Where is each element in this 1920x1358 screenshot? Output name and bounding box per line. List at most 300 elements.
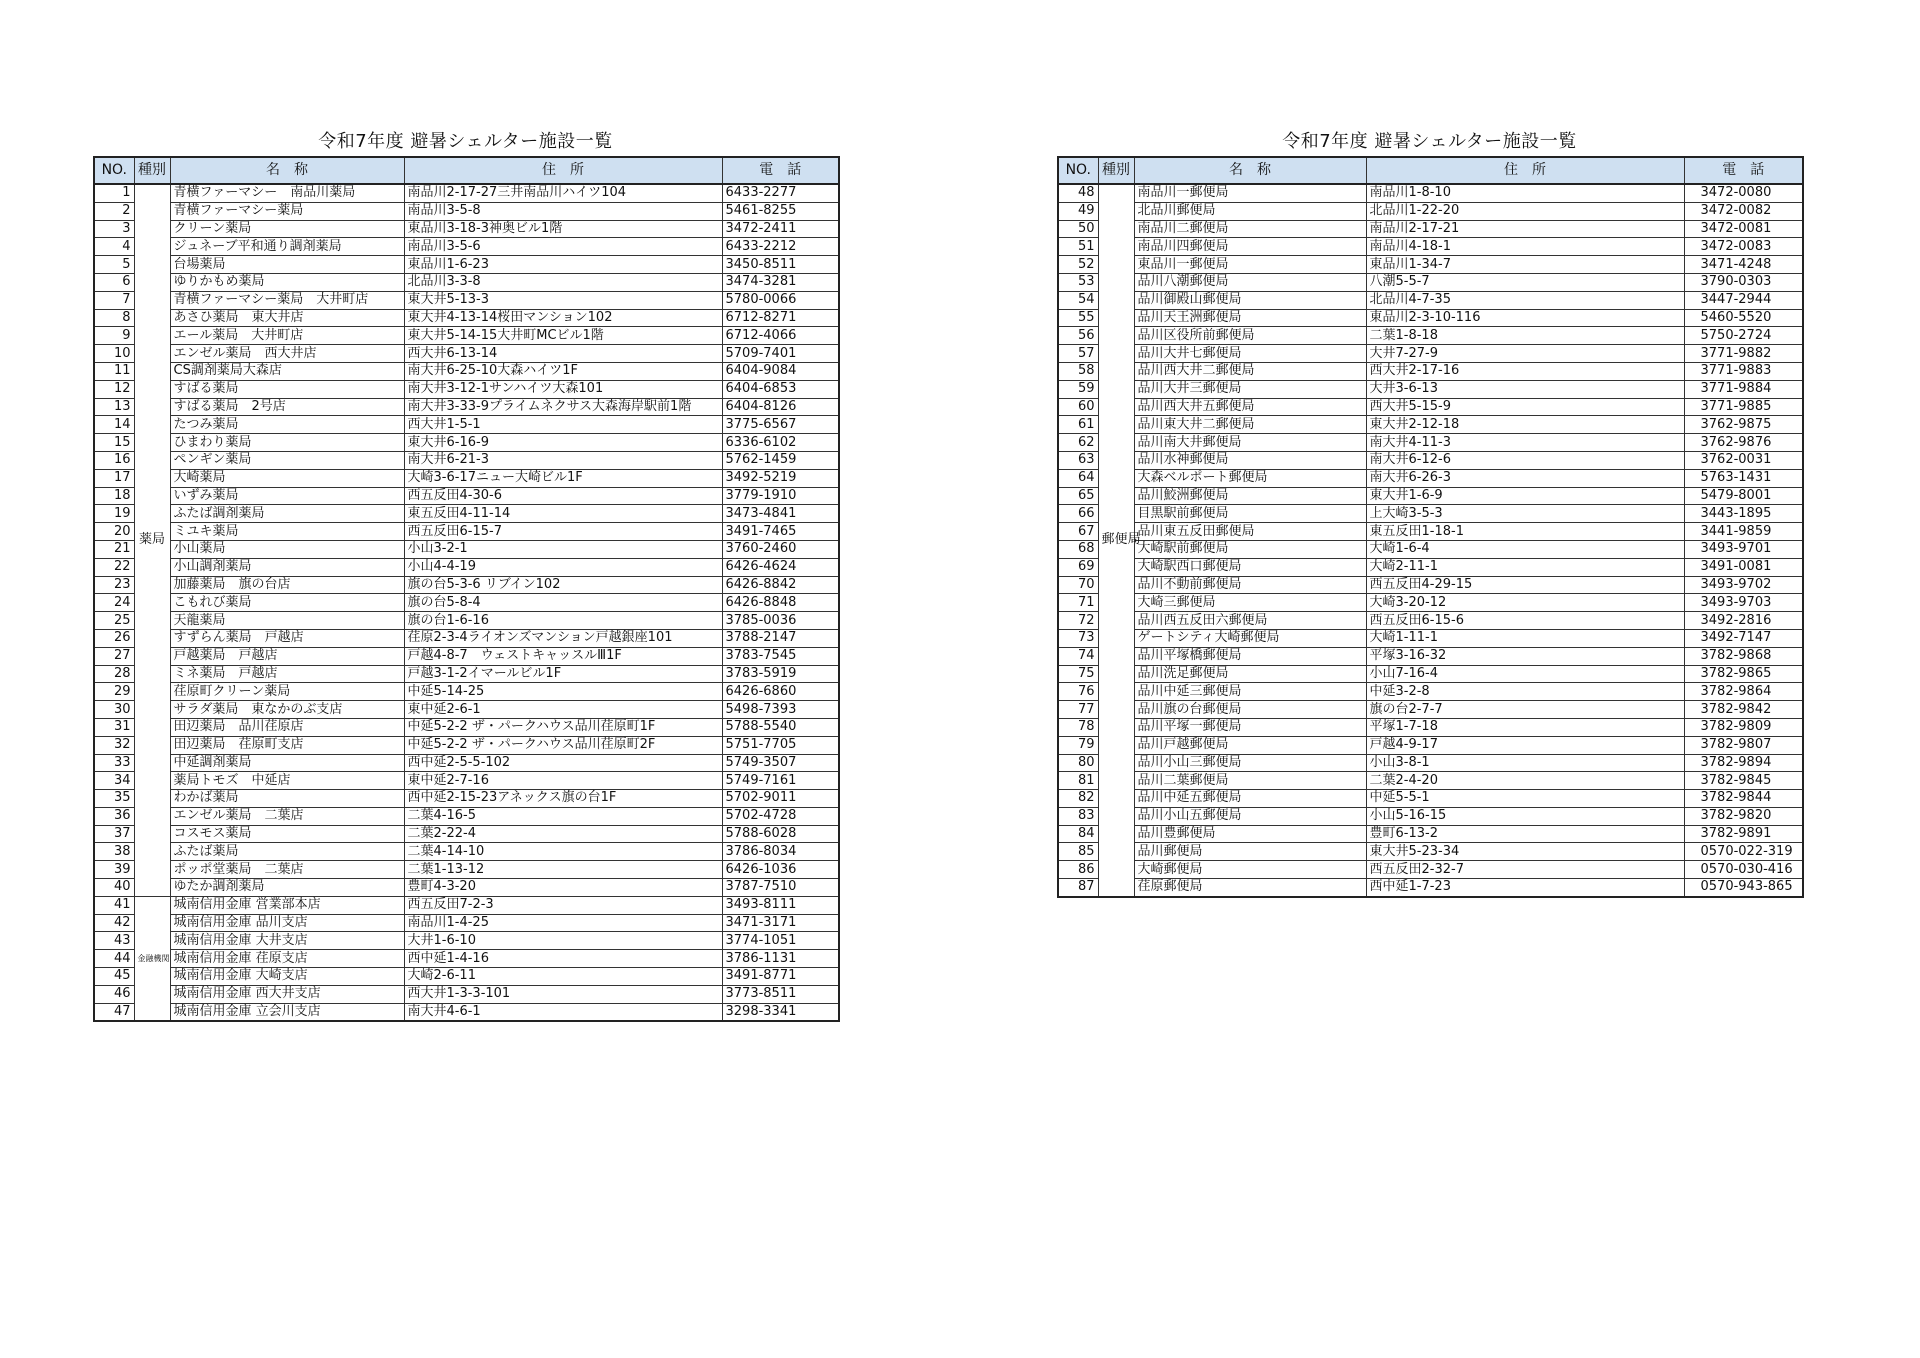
cell-address: 北品川4-7-35 [1366,291,1684,309]
table-body [1058,184,1803,897]
cell-address: 西中延2-5-5-102 [404,754,722,772]
cell-name: 台場薬局 [170,256,404,274]
cell-name: わかば薬局 [170,790,404,808]
cell-tel: 3785-0036 [722,612,839,630]
cell-address: 南品川3-5-6 [404,238,722,256]
cell-tel: 3774-1051 [722,932,839,950]
cell-no: 15 [94,434,134,452]
cell-tel: 3771-9885 [1684,398,1803,416]
cell-tel: 3473-4841 [722,505,839,523]
cell-tel: 3493-9702 [1684,576,1803,594]
cell-name: 品川八潮郵便局 [1134,273,1366,291]
cell-name: 品川不動前郵便局 [1134,576,1366,594]
table-row [1058,843,1803,861]
table-row [1058,220,1803,238]
cell-name: 品川西大井五郵便局 [1134,398,1366,416]
cell-name: 加藤薬局 旗の台店 [170,576,404,594]
cell-tel: 5788-6028 [722,825,839,843]
cell-tel: 5461-8255 [722,202,839,220]
cell-type: 金融機関 [134,896,170,1021]
cell-no: 29 [94,683,134,701]
cell-no: 5 [94,256,134,274]
cell-name: 田辺薬局 荏原町支店 [170,736,404,754]
cell-no: 33 [94,754,134,772]
cell-address: 中延3-2-8 [1366,683,1684,701]
cell-address: 南品川1-8-10 [1366,184,1684,202]
table-row [94,825,839,843]
cell-tel: 6712-8271 [722,309,839,327]
cell-name: クリーン薬局 [170,220,404,238]
cell-no: 49 [1058,202,1098,220]
table-row [94,683,839,701]
cell-address: 南大井3-12-1サンハイツ大森101 [404,380,722,398]
cell-tel: 5702-9011 [722,790,839,808]
table-row [1058,594,1803,612]
cell-tel: 3782-9844 [1684,790,1803,808]
table-row [94,184,839,202]
cell-name: 品川天王洲郵便局 [1134,309,1366,327]
cell-tel: 6426-8842 [722,576,839,594]
cell-no: 43 [94,932,134,950]
cell-tel: 0570-030-416 [1684,861,1803,879]
table-row [1058,629,1803,647]
cell-name: 品川東五反田郵便局 [1134,523,1366,541]
cell-name: 荏原町クリーン薬局 [170,683,404,701]
cell-no: 23 [94,576,134,594]
table-row [1058,612,1803,630]
cell-no: 3 [94,220,134,238]
cell-tel: 3787-7510 [722,879,839,897]
header-address: 住 所 [1366,157,1684,184]
cell-tel: 3782-9809 [1684,718,1803,736]
table-row [94,345,839,363]
cell-tel: 3493-8111 [722,896,839,914]
table-row [94,202,839,220]
table-row [94,701,839,719]
cell-no: 8 [94,309,134,327]
cell-address: 西五反田6-15-6 [1366,612,1684,630]
table-row [94,576,839,594]
table-row [1058,558,1803,576]
cell-address: 東品川1-6-23 [404,256,722,274]
table-row [94,950,839,968]
cell-no: 77 [1058,701,1098,719]
cell-address: 中延5-2-2 ザ・パークハウス品川荏原町2F [404,736,722,754]
cell-address: 南品川2-17-21 [1366,220,1684,238]
cell-name: 品川二葉郵便局 [1134,772,1366,790]
cell-tel: 3783-7545 [722,647,839,665]
facility-table [93,156,840,1022]
table-row [94,861,839,879]
cell-tel: 5498-7393 [722,701,839,719]
facility-table [1057,156,1804,898]
cell-name: 大崎郵便局 [1134,861,1366,879]
cell-tel: 5751-7705 [722,736,839,754]
cell-no: 85 [1058,843,1098,861]
cell-tel: 3790-0303 [1684,273,1803,291]
cell-tel: 3472-0081 [1684,220,1803,238]
cell-address: 大崎1-11-1 [1366,629,1684,647]
cell-tel: 3786-1131 [722,950,839,968]
cell-address: 二葉2-22-4 [404,825,722,843]
cell-no: 41 [94,896,134,914]
cell-address: 八潮5-5-7 [1366,273,1684,291]
cell-tel: 0570-022-319 [1684,843,1803,861]
table-row [1058,434,1803,452]
table-row [94,469,839,487]
cell-name: 青横ファーマシー薬局 大井町店 [170,291,404,309]
cell-no: 78 [1058,718,1098,736]
table-row [94,843,839,861]
cell-tel: 3491-0081 [1684,558,1803,576]
cell-tel: 5479-8001 [1684,487,1803,505]
cell-no: 57 [1058,345,1098,363]
cell-address: 小山3-8-1 [1366,754,1684,772]
cell-tel: 3443-1895 [1684,505,1803,523]
table-row [1058,523,1803,541]
cell-address: 戸越4-9-17 [1366,736,1684,754]
table-row [94,327,839,345]
cell-name: 品川平塚一郵便局 [1134,718,1366,736]
page-title: 令和7年度 避暑シェルター施設一覧 [318,131,613,152]
table-row [1058,184,1803,202]
cell-address: 西中延1-7-23 [1366,879,1684,897]
facility-list-left [93,128,838,1022]
table-row [1058,362,1803,380]
cell-no: 48 [1058,184,1098,202]
table-row [1058,665,1803,683]
cell-address: 東大井5-14-15大井町MCビル1階 [404,327,722,345]
cell-tel: 3786-8034 [722,843,839,861]
cell-name: いずみ薬局 [170,487,404,505]
cell-no: 75 [1058,665,1098,683]
cell-tel: 3472-0083 [1684,238,1803,256]
cell-address: 南大井6-21-3 [404,451,722,469]
cell-no: 74 [1058,647,1098,665]
cell-name: 薬局トモズ 中延店 [170,772,404,790]
cell-address: 旗の台5-3-6 リブイン102 [404,576,722,594]
table-row [94,896,839,914]
cell-address: 西五反田2-32-7 [1366,861,1684,879]
table-row [94,380,839,398]
facility-list-right [1057,128,1802,898]
cell-no: 21 [94,540,134,558]
table-row [1058,861,1803,879]
cell-no: 81 [1058,772,1098,790]
cell-tel: 3447-2944 [1684,291,1803,309]
table-row [1058,291,1803,309]
cell-name: 品川小山三郵便局 [1134,754,1366,772]
cell-name: 天龍薬局 [170,612,404,630]
cell-no: 47 [94,1003,134,1021]
cell-no: 1 [94,184,134,202]
cell-name: 城南信用金庫 西大井支店 [170,985,404,1003]
cell-no: 24 [94,594,134,612]
cell-address: 西大井6-13-14 [404,345,722,363]
header-type: 種別 [1098,157,1134,184]
cell-address: 小山4-4-19 [404,558,722,576]
cell-no: 58 [1058,362,1098,380]
cell-address: 東中延2-6-1 [404,701,722,719]
cell-tel: 5702-4728 [722,807,839,825]
header-type: 種別 [134,157,170,184]
cell-address: 南大井6-25-10大森ハイツ1F [404,362,722,380]
cell-tel: 6426-1036 [722,861,839,879]
cell-tel: 3760-2460 [722,540,839,558]
cell-name: 東品川一郵便局 [1134,256,1366,274]
cell-tel: 5762-1459 [722,451,839,469]
table-row [94,772,839,790]
cell-no: 35 [94,790,134,808]
table-row [94,291,839,309]
cell-address: 豊町6-13-2 [1366,825,1684,843]
cell-name: こもれび薬局 [170,594,404,612]
cell-no: 4 [94,238,134,256]
cell-address: 西大井1-3-3-101 [404,985,722,1003]
table-row [94,594,839,612]
cell-address: 南品川4-18-1 [1366,238,1684,256]
cell-name: ジュネーブ平和通り調剤薬局 [170,238,404,256]
cell-name: 品川洗足郵便局 [1134,665,1366,683]
cell-tel: 6426-4624 [722,558,839,576]
header-name: 名 称 [170,157,404,184]
cell-name: 品川東大井二郵便局 [1134,416,1366,434]
cell-tel: 3782-9868 [1684,647,1803,665]
cell-address: 東品川1-34-7 [1366,256,1684,274]
cell-address: 戸越4-8-7 ウェストキャッスルⅢ1F [404,647,722,665]
cell-tel: 3472-0080 [1684,184,1803,202]
cell-no: 45 [94,968,134,986]
cell-name: 南品川一郵便局 [1134,184,1366,202]
table-row [94,790,839,808]
table-row [94,487,839,505]
cell-tel: 3471-3171 [722,914,839,932]
table-row [94,932,839,950]
cell-name: 青横ファーマシー 南品川薬局 [170,184,404,202]
cell-no: 87 [1058,879,1098,897]
table-row [1058,790,1803,808]
cell-name: 品川西五反田六郵便局 [1134,612,1366,630]
cell-no: 54 [1058,291,1098,309]
cell-tel: 3782-9842 [1684,701,1803,719]
cell-name: ゆたか調剤薬局 [170,879,404,897]
table-row [94,434,839,452]
cell-address: 平塚3-16-32 [1366,647,1684,665]
cell-tel: 6712-4066 [722,327,839,345]
table-row [94,309,839,327]
table-row [1058,345,1803,363]
cell-no: 55 [1058,309,1098,327]
table-row [94,914,839,932]
cell-no: 42 [94,914,134,932]
cell-name: すずらん薬局 戸越店 [170,629,404,647]
cell-address: 西大井2-17-16 [1366,362,1684,380]
cell-tel: 3782-9845 [1684,772,1803,790]
cell-no: 50 [1058,220,1098,238]
cell-address: 大崎3-20-12 [1366,594,1684,612]
table-row [94,879,839,897]
cell-tel: 3493-9703 [1684,594,1803,612]
cell-address: 西五反田4-29-15 [1366,576,1684,594]
cell-address: 西中延2-15-23アネックス旗の台1F [404,790,722,808]
cell-address: 東大井4-13-14桜田マンション102 [404,309,722,327]
cell-tel: 6433-2212 [722,238,839,256]
cell-address: 東五反田4-11-14 [404,505,722,523]
cell-no: 66 [1058,505,1098,523]
cell-no: 28 [94,665,134,683]
cell-name: 小山薬局 [170,540,404,558]
cell-address: 大崎2-11-1 [1366,558,1684,576]
cell-tel: 3782-9864 [1684,683,1803,701]
cell-name: 城南信用金庫 営業部本店 [170,896,404,914]
cell-no: 62 [1058,434,1098,452]
cell-name: 目黒駅前郵便局 [1134,505,1366,523]
cell-tel: 3773-8511 [722,985,839,1003]
cell-tel: 3491-7465 [722,523,839,541]
header-name: 名 称 [1134,157,1366,184]
table-row [94,1003,839,1021]
cell-no: 73 [1058,629,1098,647]
table-row [1058,683,1803,701]
cell-address: 旗の台5-8-4 [404,594,722,612]
cell-address: 中延5-2-2 ザ・パークハウス品川荏原町1F [404,718,722,736]
cell-tel: 3783-5919 [722,665,839,683]
table-row [1058,202,1803,220]
cell-tel: 3492-2816 [1684,612,1803,630]
cell-no: 53 [1058,273,1098,291]
cell-name: たつみ薬局 [170,416,404,434]
table-row [94,505,839,523]
table-row [94,256,839,274]
cell-no: 65 [1058,487,1098,505]
cell-address: 二葉2-4-20 [1366,772,1684,790]
cell-no: 25 [94,612,134,630]
table-row [94,736,839,754]
cell-name: 青横ファーマシー薬局 [170,202,404,220]
cell-address: 小山5-16-15 [1366,807,1684,825]
table-row [94,558,839,576]
cell-address: 南大井4-11-3 [1366,434,1684,452]
cell-no: 83 [1058,807,1098,825]
cell-no: 61 [1058,416,1098,434]
cell-name: 南品川二郵便局 [1134,220,1366,238]
cell-address: 旗の台2-7-7 [1366,701,1684,719]
cell-name: 城南信用金庫 品川支店 [170,914,404,932]
cell-tel: 3492-7147 [1684,629,1803,647]
table-row [94,416,839,434]
cell-address: 中延5-14-25 [404,683,722,701]
table-header-row [1058,157,1803,184]
cell-address: 西五反田4-30-6 [404,487,722,505]
cell-name: 荏原郵便局 [1134,879,1366,897]
cell-address: 西五反田7-2-3 [404,896,722,914]
header-tel: 電 話 [1684,157,1803,184]
cell-name: 大森ベルポート郵便局 [1134,469,1366,487]
cell-tel: 3775-6567 [722,416,839,434]
cell-name: 品川豊郵便局 [1134,825,1366,843]
cell-address: 東品川3-18-3神奥ビル1階 [404,220,722,238]
cell-name: 大崎薬局 [170,469,404,487]
cell-no: 71 [1058,594,1098,612]
cell-name: 城南信用金庫 荏原支店 [170,950,404,968]
cell-address: 二葉1-8-18 [1366,327,1684,345]
cell-name: 品川平塚橋郵便局 [1134,647,1366,665]
table-row [1058,505,1803,523]
cell-tel: 5749-7161 [722,772,839,790]
cell-no: 40 [94,879,134,897]
table-row [1058,487,1803,505]
cell-address: 上大崎3-5-3 [1366,505,1684,523]
cell-no: 84 [1058,825,1098,843]
table-row [94,523,839,541]
header-no: NO. [1058,157,1098,184]
cell-address: 小山3-2-1 [404,540,722,558]
table-row [94,451,839,469]
cell-no: 64 [1058,469,1098,487]
cell-no: 26 [94,629,134,647]
cell-address: 東大井5-23-34 [1366,843,1684,861]
cell-no: 6 [94,273,134,291]
table-row [1058,576,1803,594]
cell-name: すばる薬局 [170,380,404,398]
table-row [1058,701,1803,719]
cell-address: 旗の台1-6-16 [404,612,722,630]
cell-no: 37 [94,825,134,843]
cell-address: 東大井5-13-3 [404,291,722,309]
cell-no: 76 [1058,683,1098,701]
cell-address: 平塚1-7-18 [1366,718,1684,736]
cell-tel: 3762-9876 [1684,434,1803,452]
cell-address: 大崎2-6-11 [404,968,722,986]
table-row [1058,416,1803,434]
cell-address: 東大井1-6-9 [1366,487,1684,505]
cell-tel: 3782-9820 [1684,807,1803,825]
cell-no: 7 [94,291,134,309]
cell-tel: 3472-2411 [722,220,839,238]
cell-name: 品川小山五郵便局 [1134,807,1366,825]
cell-tel: 6426-6860 [722,683,839,701]
cell-address: 二葉4-14-10 [404,843,722,861]
cell-tel: 3788-2147 [722,629,839,647]
cell-address: 戸越3-1-2イマールビル1F [404,665,722,683]
cell-tel: 3492-5219 [722,469,839,487]
table-row [94,807,839,825]
cell-name: 城南信用金庫 大井支店 [170,932,404,950]
cell-name: 品川鮫洲郵便局 [1134,487,1366,505]
cell-name: ミネ薬局 戸越店 [170,665,404,683]
header-address: 住 所 [404,157,722,184]
cell-no: 32 [94,736,134,754]
table-row [1058,380,1803,398]
cell-address: 二葉4-16-5 [404,807,722,825]
table-row [1058,309,1803,327]
table-row [1058,718,1803,736]
table-row [1058,327,1803,345]
table-row [1058,238,1803,256]
cell-address: 二葉1-13-12 [404,861,722,879]
table-row [1058,398,1803,416]
cell-address: 西五反田6-15-7 [404,523,722,541]
cell-name: ゲートシティ大崎郵便局 [1134,629,1366,647]
cell-no: 18 [94,487,134,505]
cell-address: 東大井2-12-18 [1366,416,1684,434]
cell-name: 小山調剤薬局 [170,558,404,576]
cell-address: 南大井6-26-3 [1366,469,1684,487]
table-row [94,629,839,647]
cell-tel: 3782-9894 [1684,754,1803,772]
cell-name: エンゼル薬局 西大井店 [170,345,404,363]
cell-name: 品川旗の台郵便局 [1134,701,1366,719]
